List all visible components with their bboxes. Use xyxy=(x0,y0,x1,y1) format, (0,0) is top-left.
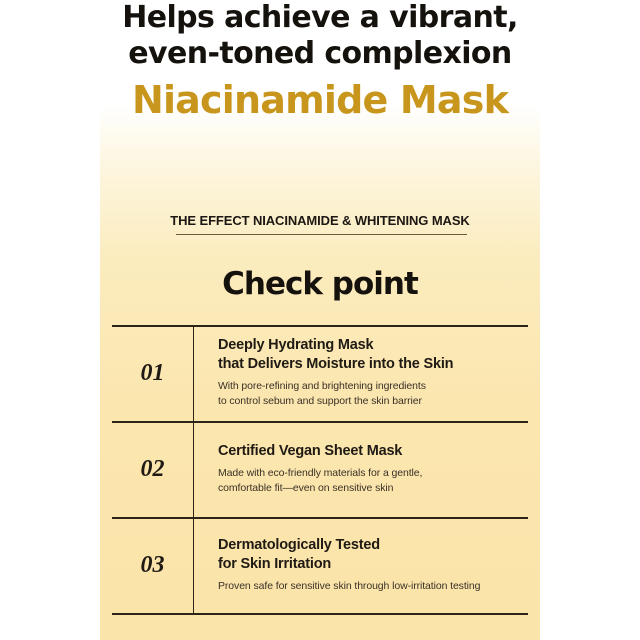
point-title-line: Dermatologically Tested xyxy=(218,537,380,553)
point-description xyxy=(218,379,528,409)
product-name: Niacinamide Mask xyxy=(131,78,509,122)
point-title-line: for Skin Irritation xyxy=(218,556,332,572)
point-description-line: to control sebum and support the skin barrier xyxy=(218,395,422,407)
point-title-line: that Delivers Moisture into the Skin xyxy=(218,356,454,372)
point-description-line: With pore-refining and brightening ingredients xyxy=(218,380,426,392)
point-description-line: comfortable fit—even on sensitive skin xyxy=(218,482,394,494)
point-description xyxy=(218,579,528,594)
point-description-line: Proven safe for sensitive skin through low-irritation testing xyxy=(218,580,481,592)
point-title-line: Deeply Hydrating Mask xyxy=(218,337,374,353)
point-title-line: Certified Vegan Sheet Mask xyxy=(218,443,403,459)
point-description-line: Made with eco-friendly materials for a gentle, xyxy=(218,467,423,479)
point-number: 03 xyxy=(140,552,165,578)
point-content xyxy=(218,336,528,409)
point-number: 01 xyxy=(140,360,165,386)
headline-line-2: even-toned complexion xyxy=(128,36,512,71)
point-content xyxy=(218,442,528,496)
check-point-row xyxy=(112,422,528,518)
point-content xyxy=(218,536,528,594)
section-title: Check point xyxy=(222,266,418,302)
point-title xyxy=(218,442,528,461)
point-title xyxy=(218,336,528,374)
effect-title: THE EFFECT NIACINAMIDE & WHITENING MASK xyxy=(170,213,470,228)
point-description xyxy=(218,466,528,496)
check-point-row xyxy=(112,326,528,422)
point-number: 02 xyxy=(140,456,165,482)
check-point-row xyxy=(112,518,528,614)
headline-line-1: Helps achieve a vibrant, xyxy=(122,0,518,35)
effect-title-underline xyxy=(176,234,467,235)
point-title xyxy=(218,536,528,574)
